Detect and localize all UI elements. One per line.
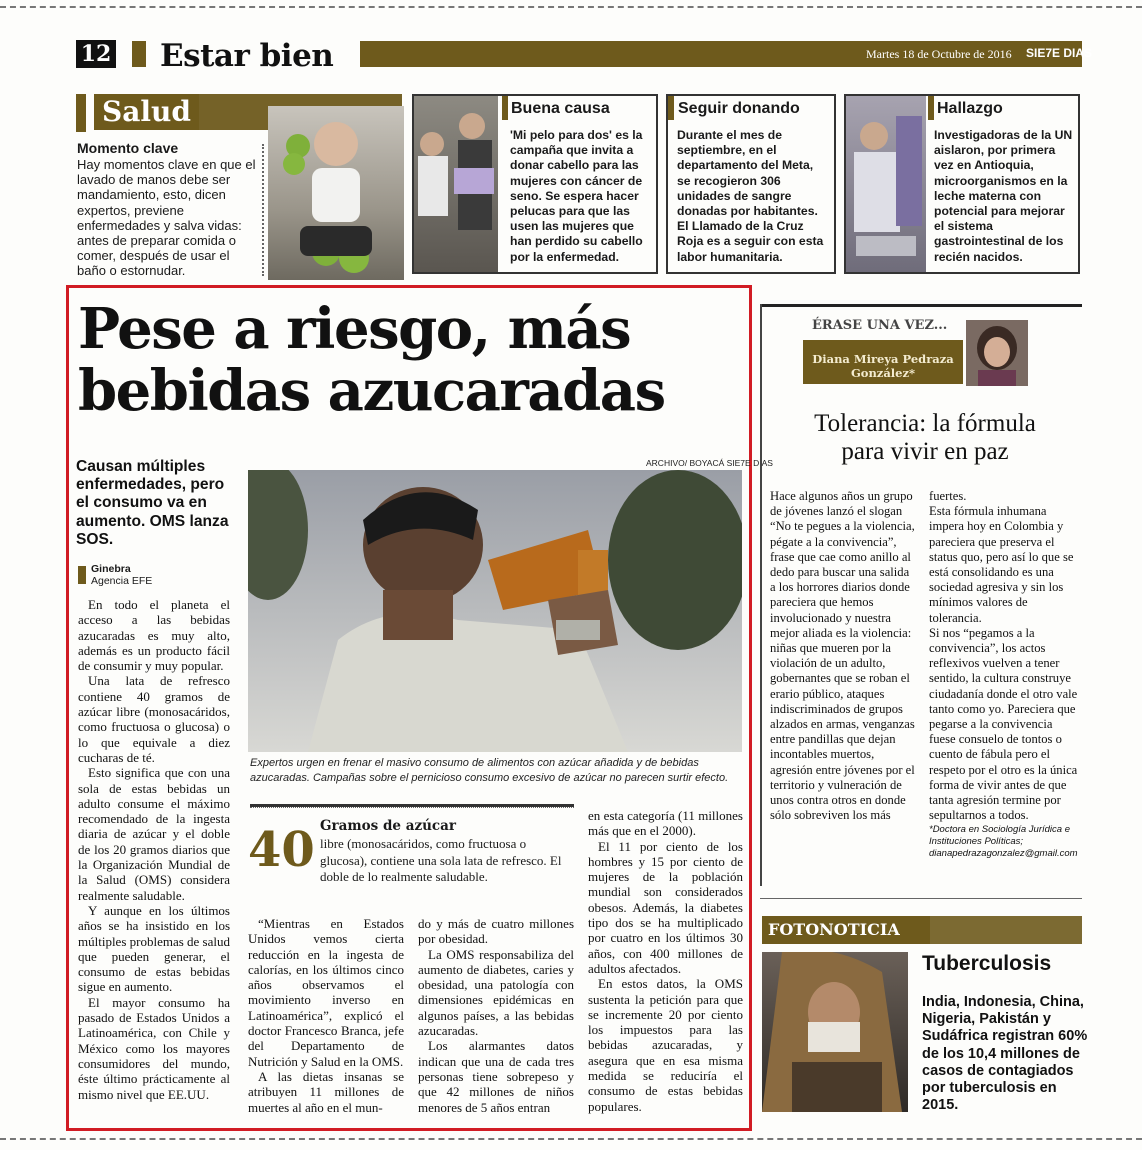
bottom-rule bbox=[0, 1138, 1142, 1140]
fact-number: 40 bbox=[248, 822, 315, 878]
fotonoticia-label: FOTONOTICIA bbox=[762, 916, 930, 944]
fotonoticia-rule bbox=[760, 898, 1082, 899]
article-paragraph: El 11 por ciento de los hombres y 15 por ciento de mujeres de la población mundial son considerados obesos. Además, la diabetes tipo dos se ha multiplicado por cuatro en los últimos 30 años, con 400 millones de adultos afectados. bbox=[588, 838, 743, 976]
fotonoticia-title: Tuberculosis bbox=[922, 952, 1052, 975]
column-title: Tolerancia: la fórmula para vivir en paz bbox=[814, 410, 1036, 465]
article-paragraph: en esta categoría (11 millones más que en el 2000). bbox=[588, 808, 743, 839]
buena-causa-accent bbox=[502, 96, 508, 120]
fotonoticia-text: India, Indonesia, China, Nigeria, Pakistán y Sudáfrica registran 60% de los 10,4 millones de casos de contagiados por tuberculosis en 2015. bbox=[922, 994, 1088, 1114]
main-photo-art bbox=[248, 470, 742, 752]
column-top-rule bbox=[760, 304, 1082, 307]
article-paragraph: La OMS responsabiliza del aumento de diabetes, caries y obesidad, una patología con dimensiones epidémicas en algunos países, a las bebidas azucaradas. bbox=[418, 946, 574, 1039]
photo-credit: ARCHIVO/ BOYACÁ SIE7E DÍAS bbox=[646, 458, 773, 468]
byline-name: Ginebra bbox=[91, 563, 131, 575]
page-number: 12 bbox=[76, 40, 116, 68]
header-brand: SIE7E DIAS bbox=[1026, 46, 1093, 60]
column-kicker: ÉRASE UNA VEZ... bbox=[812, 318, 948, 333]
column-footnote: *Doctora en Sociología Jurídica e Instituciones Políticas; dianapedrazagonzalez@gmail.com bbox=[929, 824, 1078, 860]
buena-causa-photo-art bbox=[414, 96, 498, 272]
photo-caption: Expertos urgen en frenar el masivo consumo de alimentos con azúcar añadida y de bebidas azucaradas. Campañas sobre el pernicioso consumo excesivo de azúcar no parecen surtir efecto. bbox=[250, 757, 729, 784]
fact-title: Gramos de azúcar bbox=[320, 818, 457, 834]
seguir-donando-text: Durante el mes de septiembre, en el departamento del Meta, se recogieron 306 unidades de sangre donadas por habitantes. El Llamado de la Cruz Roja es a seguir con esta labor humanitaria. bbox=[677, 128, 824, 264]
tuberculosis-photo bbox=[762, 952, 908, 1112]
buena-causa-title: Buena causa bbox=[511, 100, 610, 117]
fact-text: libre (monosacáridos, como fructuosa o glucosa), contiene una sola lata de refresco. El doble de lo realmente saludable. bbox=[320, 836, 562, 884]
article-paragraph: En todo el planeta el acceso a las bebidas azucaradas es muy alto, además es un producto fácil de consumir y muy popular. bbox=[78, 597, 230, 674]
hallazgo-title: Hallazgo bbox=[937, 100, 1003, 117]
author-photo bbox=[966, 320, 1028, 386]
momento-text: Hay momentos clave en que el lavado de manos debe ser mandamiento, esto, dicen expertos, previene enfermedades y salva vidas: antes de preparar comida o comer, después de usar el baño o estornudar. bbox=[77, 157, 256, 279]
hallazgo-accent bbox=[928, 96, 934, 120]
column-text-2 bbox=[929, 489, 1079, 860]
header-accent bbox=[132, 41, 146, 67]
article-column-1 bbox=[78, 597, 230, 1102]
baby-photo bbox=[268, 106, 404, 280]
salud-label: Salud bbox=[94, 94, 199, 130]
article-paragraph: Los alarmantes datos indican que una de cada tres personas tiene sobrepeso y que 42 millones de niños menores de 5 años entran bbox=[418, 1038, 574, 1115]
factbox-rule-dotted bbox=[250, 807, 574, 808]
article-paragraph: El mayor consumo ha pasado de Estados Unidos a Latinoamérica, con Chile y México como los mayores consumidores del mundo, éste último prácticamente al mismo nivel que EE.UU. bbox=[78, 994, 230, 1102]
article-paragraph: En estos datos, la OMS sustenta la petición para que se incremente 20 por ciento los impuestos para las bebidas azucaradas, y asegura que en esa misma medida se reduciría el consumo de estas bebidas populares. bbox=[588, 976, 743, 1114]
article-column-2 bbox=[248, 916, 404, 1115]
article-deck: Causan múltiples enfermedades, pero el consumo va en aumento. OMS lanza SOS. bbox=[76, 458, 229, 548]
hallazgo-text: Investigadoras de la UN aislaron, por primera vez en Antioquia, microorganismos en la leche materna con potencial para mejorar el sistema gastrointestinal de los recién nacidos. bbox=[934, 128, 1073, 264]
article-paragraph: A las dietas insanas se atribuyen 11 millones de muertes al año en el mun- bbox=[248, 1068, 404, 1115]
momento-title: Momento clave bbox=[77, 140, 179, 156]
hallazgo-photo bbox=[846, 96, 926, 272]
salud-accent bbox=[76, 94, 86, 132]
article-headline: Pese a riesgo, más bebidas azucaradas bbox=[78, 296, 665, 424]
byline-agency: Agencia EFE bbox=[91, 575, 153, 587]
column-left-rule bbox=[760, 304, 762, 886]
tuberculosis-photo-art bbox=[762, 952, 908, 1112]
buena-causa-text: 'Mi pelo para dos' es la campaña que invita a donar cabello para las mujeres con cáncer de seno. Se espera hacer pelucas para que las usen las mujeres que han perdido su cabello por la enfermedad. bbox=[510, 128, 643, 264]
column-paragraph: fuertes. bbox=[929, 489, 967, 503]
seguir-donando-title: Seguir donando bbox=[678, 100, 800, 117]
article-paragraph: do y más de cuatro millones por obesidad. bbox=[418, 916, 574, 947]
baby-photo-art bbox=[268, 106, 404, 280]
article-paragraph: Y aunque en los últimos años se ha insistido en los múltiples problemas de salud que pueden generar, el consumo de estas bebidas sigue en aumento. bbox=[78, 902, 231, 995]
article-paragraph: “Mientras en Estados Unidos vemos cierta reducción en la ingesta de calorías, en los últimos cinco años observamos el movimiento inverso en Latinoamérica”, explicó el doctor Francesco Branca, jefe del Departamento de Nutrición y Salud en la OMS. bbox=[248, 916, 404, 1069]
column-paragraph: Esta fórmula inhumana impera hoy en Colombia y pareciera que preserva el status quo, pero así lo que se está consolidando es una sociedad agresiva y sin los mínimos valores de tolerancia. bbox=[929, 504, 1074, 625]
column-author: Diana Mireya Pedraza González* bbox=[812, 352, 954, 380]
salud-divider bbox=[262, 144, 264, 276]
buena-causa-photo bbox=[414, 96, 498, 272]
section-title: Estar bien bbox=[160, 38, 334, 74]
fotonoticia-bar bbox=[930, 916, 1082, 944]
article-paragraph: Una lata de refresco contiene 40 gramos de azúcar libre (monosacáridos, como fructuosa o glucosa) o lo que equivale a diez cucharas de té. bbox=[78, 673, 230, 765]
top-rule bbox=[0, 6, 1142, 8]
article-column-4 bbox=[588, 808, 743, 1114]
main-article-photo bbox=[248, 470, 742, 752]
article-paragraph: Esto significa que con una sola de estas bebidas un adulto consume el máximo recomendado de la ingesta diaria de azúcar y el doble de los 20 gramos diarios que la Organización Mundial de la Salud (OMS) considera realmente saludable. bbox=[78, 765, 230, 903]
hallazgo-photo-art bbox=[846, 96, 926, 272]
column-text-1: Hace algunos años un grupo de jóvenes lanzó el slogan “No te pegues a la violencia, pégate a la convivencia”, frase que cae como anillo al dedo para buscar una salida a los horrores diarios donde pareciera que hemos involucionado y nuestra mejor aliada es la violencia: niñas que mueren por la violación de un adulto, gobernantes que se roban el erario público, ataques indiscriminados de grupos alzados en armas, venganzas entre pandillas que dejan incontables muertos, agresión entre jóvenes por el territorio y vulneración de unos contra otros en donde sólo sobreviven los más bbox=[770, 489, 915, 823]
article-column-3 bbox=[418, 916, 574, 1115]
column-paragraph: Si nos “pegamos a la convivencia”, los actos reflexivos vuelven a tener sentido, la cultura construye ciudadanía donde el otro vale tanto como yo. Pareciera que pegarse a la convivencia fuese consuelo de tontos o cuento de fábula pero el respeto por el otro es la única forma de vivir antes de que tanta agresión termine por sepultarnos a todos. bbox=[929, 625, 1078, 823]
author-photo-art bbox=[966, 320, 1028, 386]
seguir-donando-accent bbox=[668, 96, 674, 120]
header-date: Martes 18 de Octubre de 2016 bbox=[866, 47, 1012, 61]
byline-accent bbox=[78, 566, 86, 584]
